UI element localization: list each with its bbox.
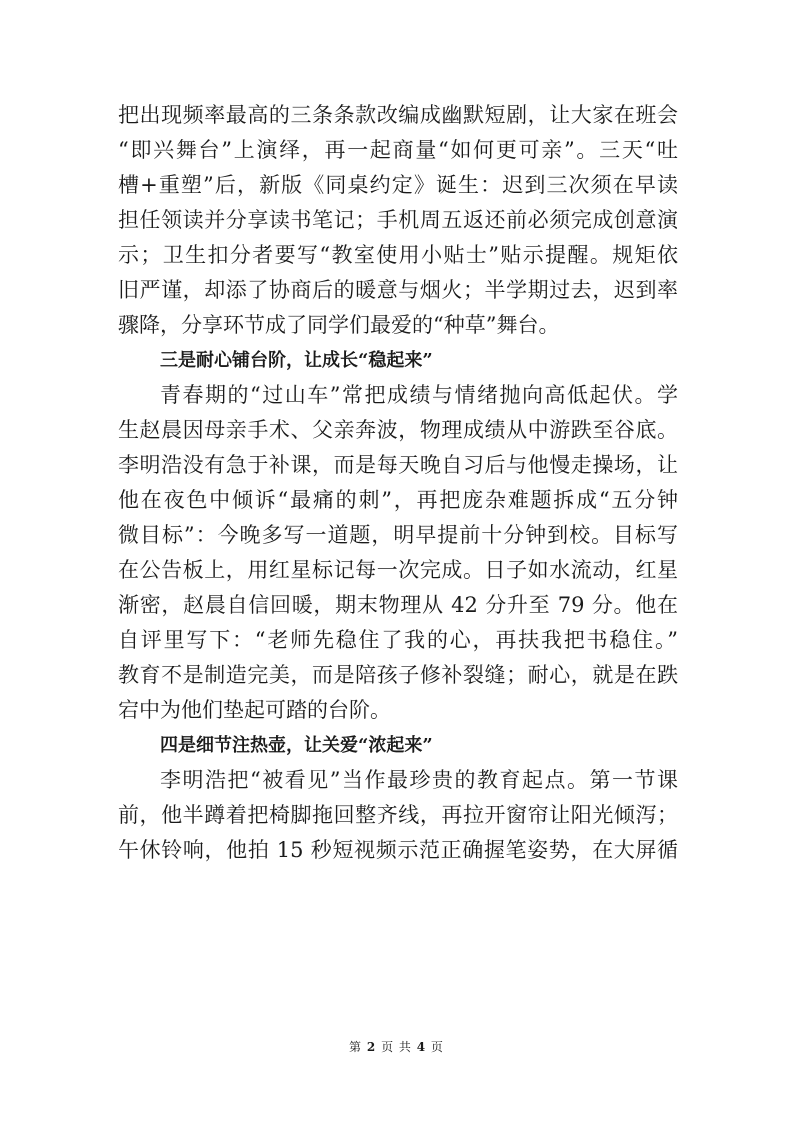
- text-line: 槽+重塑”后，新版《同桌约定》诞生：迟到三次须在早读: [118, 173, 678, 197]
- text-line: 自评里写下：“老师先稳住了我的心，再扶我把书稳住。”: [118, 628, 678, 652]
- footer-suffix: 页: [430, 1040, 444, 1054]
- document-body: [118, 98, 678, 868]
- text-line: 微目标”：今晚多写一道题，明早提前十分钟到校。目标写: [118, 523, 678, 547]
- text-line: 宕中为他们垫起可踏的台阶。: [118, 698, 391, 722]
- text-line: 把出现频率最高的三条条款改编成幽默短剧，让大家在班会: [118, 103, 678, 127]
- section-heading: 四是细节注热壶，让关爱“浓起来”: [160, 735, 433, 756]
- text-line: 生赵晨因母亲手术、父亲奔波，物理成绩从中游跌至谷底。: [118, 418, 678, 442]
- text-line: 示；卫生扣分者要写“教室使用小贴士”贴示提醒。规矩依: [118, 243, 678, 267]
- section-heading: 三是耐心铺台阶，让成长“稳起来”: [160, 350, 433, 371]
- text-line: 李明浩没有急于补课，而是每天晚自习后与他慢走操场，让: [118, 453, 678, 477]
- footer-middle: 页 共: [381, 1040, 412, 1054]
- text-line: 教育不是制造完美，而是陪孩子修补裂缝；耐心，就是在跌: [118, 663, 678, 687]
- text-line: 青春期的“过山车”常把成绩与情绪抛向高低起伏。学: [160, 383, 678, 407]
- text-line: 旧严谨，却添了协商后的暖意与烟火；半学期过去，迟到率: [118, 278, 678, 302]
- text-line: 李明浩把“被看见”当作最珍贵的教育起点。第一节课: [160, 768, 678, 792]
- text-line: “即兴舞台”上演绎，再一起商量“如何更可亲”。三天“吐: [118, 138, 678, 162]
- text-line: 渐密，赵晨自信回暖，期末物理从 42 分升至 79 分。他在: [118, 593, 678, 617]
- text-line: 担任领读并分享读书笔记；手机周五返还前必须完成创意演: [118, 208, 678, 232]
- current-page-number: 2: [366, 1040, 377, 1054]
- footer-prefix: 第: [349, 1040, 363, 1054]
- text-line: 前，他半蹲着把椅脚拖回整齐线，再拉开窗帘让阳光倾泻；: [118, 803, 678, 827]
- page-footer: [0, 1038, 793, 1055]
- text-line: 在公告板上，用红星标记每一次完成。日子如水流动，红星: [118, 558, 678, 582]
- text-line: 骤降，分享环节成了同学们最爱的“种草”舞台。: [118, 313, 560, 337]
- text-line: 午休铃响，他拍 15 秒短视频示范正确握笔姿势，在大屏循: [118, 838, 678, 862]
- text-line: 他在夜色中倾诉“最痛的刺”，再把庞杂难题拆成“五分钟: [118, 488, 678, 512]
- total-page-number: 4: [416, 1040, 427, 1054]
